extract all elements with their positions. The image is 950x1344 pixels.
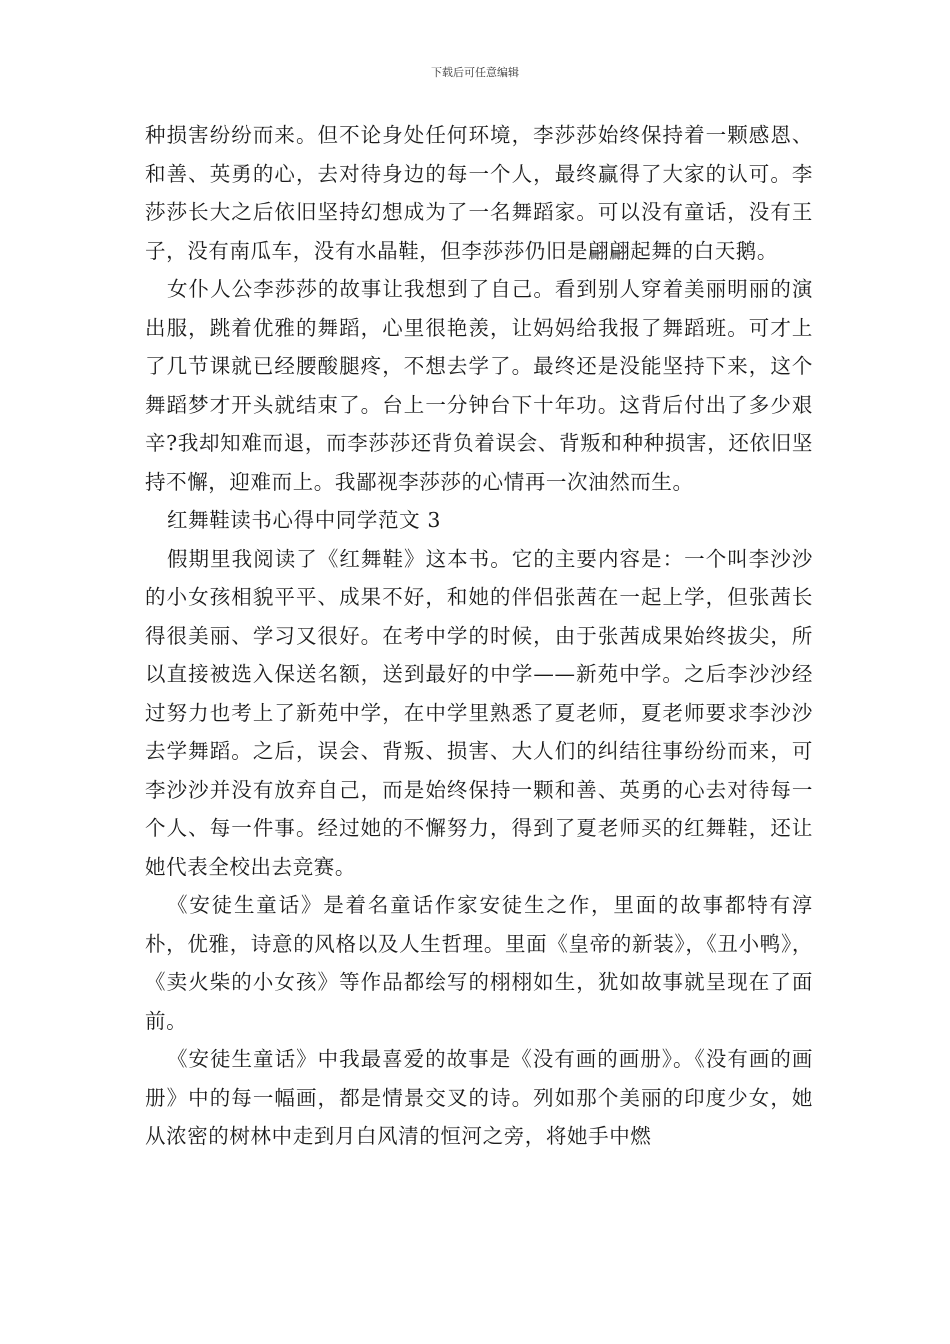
paragraph-book-summary: 假期里我阅读了《红舞鞋》这本书。它的主要内容是：一个叫李沙沙的小女孩相貌平平、成果不好，和她的伴侣张茜在一起上学，但张茜长得很美丽、学习又很好。在考中学的时候，由于张茜成果始终拔尖，所以直接被选入保送名额，送到最好的中学——新苑中学。之后李沙沙经过努力也考上了新苑中学，在中学里熟悉了夏老师，夏老师要求李沙沙去学舞蹈。之后，误会、背叛、损害、大人们的纠结往事纷纷而来，可李沙沙并没有放弃自己，而是始终保持一颗和善、英勇的心去对待每一个人、每一件事。经过她的不懈努力，得到了夏老师买的红舞鞋，还让她代表全校出去竞赛。 xyxy=(145,546,813,879)
paragraph-reflection: 女仆人公李莎莎的故事让我想到了自己。看到别人穿着美丽明丽的演出服，跳着优雅的舞蹈，心里很艳羡，让妈妈给我报了舞蹈班。可才上了几节课就已经腰酸腿疼，不想去学了。最终还是没能坚持下来，这个舞蹈梦才开头就结束了。台上一分钟台下十年功。这背后付出了多少艰辛?我却知难而退，而李莎莎还背负着误会、背叛和种种损害，还依旧坚持不懈，迎难而上。我鄙视李莎莎的心情再一次油然而生。 xyxy=(145,277,813,494)
document-body xyxy=(145,116,813,1156)
page-header: 下载后可任意编辑 xyxy=(431,66,519,79)
section-heading: 红舞鞋读书心得中同学范文 3 xyxy=(167,508,441,532)
paragraph-andersen-intro: 《安徒生童话》是着名童话作家安徒生之作，里面的故事都特有淳朴，优雅，诗意的风格以及人生哲理。里面《皇帝的新装》，《丑小鸭》，《卖火柴的小女孩》等作品都绘写的栩栩如生，犹如故事就呈现在了面前。 xyxy=(145,893,813,1033)
paragraph-continued: 种损害纷纷而来。但不论身处任何环境，李莎莎始终保持着一颗感恩、和善、英勇的心，去对待身边的每一个人，最终赢得了大家的认可。李莎莎长大之后依旧坚持幻想成为了一名舞蹈家。可以没有童话，没有王子，没有南瓜车，没有水晶鞋，但李莎莎仍旧是翩翩起舞的白天鹅。 xyxy=(145,123,813,263)
paragraph-favorite-story: 《安徒生童话》中我最喜爱的故事是《没有画的画册》。《没有画的画册》中的每一幅画，都是情景交叉的诗。列如那个美丽的印度少女，她从浓密的树林中走到月白风清的恒河之旁，将她手中燃 xyxy=(145,1047,813,1148)
